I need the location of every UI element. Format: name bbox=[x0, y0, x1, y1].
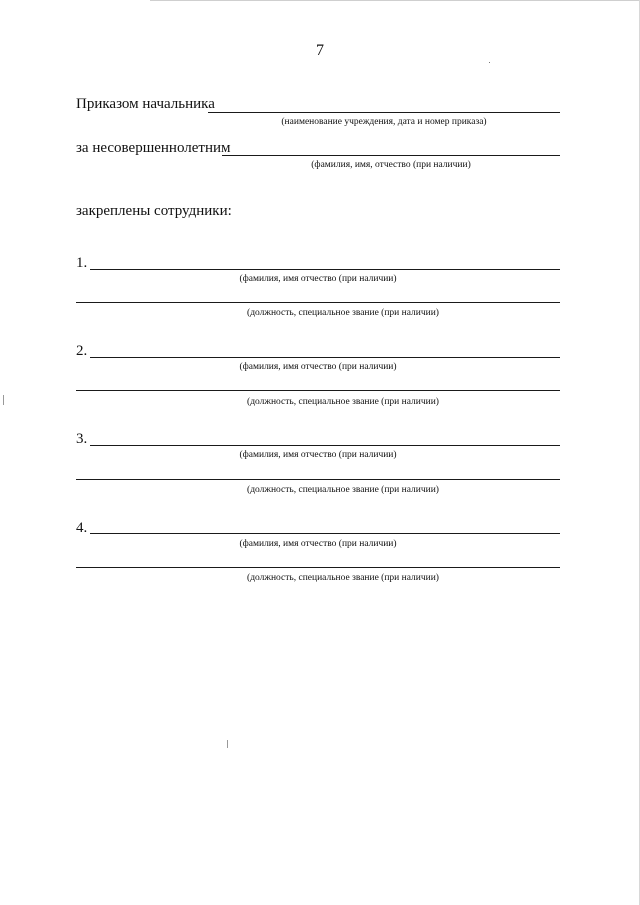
order-caption: (наименование учреждения, дата и номер приказа) bbox=[281, 117, 487, 127]
employee-position-caption: (должность, специальное звание (при наличии) bbox=[247, 485, 439, 495]
employee-position-caption: (должность, специальное звание (при наличии) bbox=[247, 573, 439, 583]
employee-name-line bbox=[90, 357, 560, 358]
employee-position-line bbox=[76, 302, 560, 303]
minor-caption: (фамилия, имя, отчество (при наличии) bbox=[311, 160, 471, 170]
assigned-label: закреплены сотрудники: bbox=[76, 203, 232, 219]
employee-number: 3. bbox=[76, 431, 88, 447]
scan-speck bbox=[489, 62, 490, 63]
employee-position-line bbox=[76, 390, 560, 391]
employee-name-line bbox=[90, 445, 560, 446]
employee-name-line bbox=[90, 533, 560, 534]
minor-label: за несовершеннолетним bbox=[76, 140, 231, 156]
scan-edge-top bbox=[150, 0, 640, 1]
employee-number: 2. bbox=[76, 343, 88, 359]
employee-position-caption: (должность, специальное звание (при наличии) bbox=[247, 308, 439, 318]
employee-name-caption: (фамилия, имя отчество (при наличии) bbox=[239, 362, 397, 372]
minor-fill-line bbox=[222, 155, 560, 156]
employee-name-caption: (фамилия, имя отчество (при наличии) bbox=[239, 539, 397, 549]
scan-speck bbox=[3, 395, 4, 405]
scan-speck bbox=[227, 740, 228, 748]
employee-name-line bbox=[90, 269, 560, 270]
employee-name-caption: (фамилия, имя отчество (при наличии) bbox=[239, 450, 397, 460]
order-fill-line bbox=[208, 112, 560, 113]
employee-position-line bbox=[76, 567, 560, 568]
employee-number: 4. bbox=[76, 520, 88, 536]
order-label: Приказом начальника bbox=[76, 96, 215, 112]
page-number: 7 bbox=[316, 42, 324, 59]
employee-number: 1. bbox=[76, 255, 88, 271]
employee-position-caption: (должность, специальное звание (при наличии) bbox=[247, 397, 439, 407]
employee-position-line bbox=[76, 479, 560, 480]
employee-name-caption: (фамилия, имя отчество (при наличии) bbox=[239, 274, 397, 284]
